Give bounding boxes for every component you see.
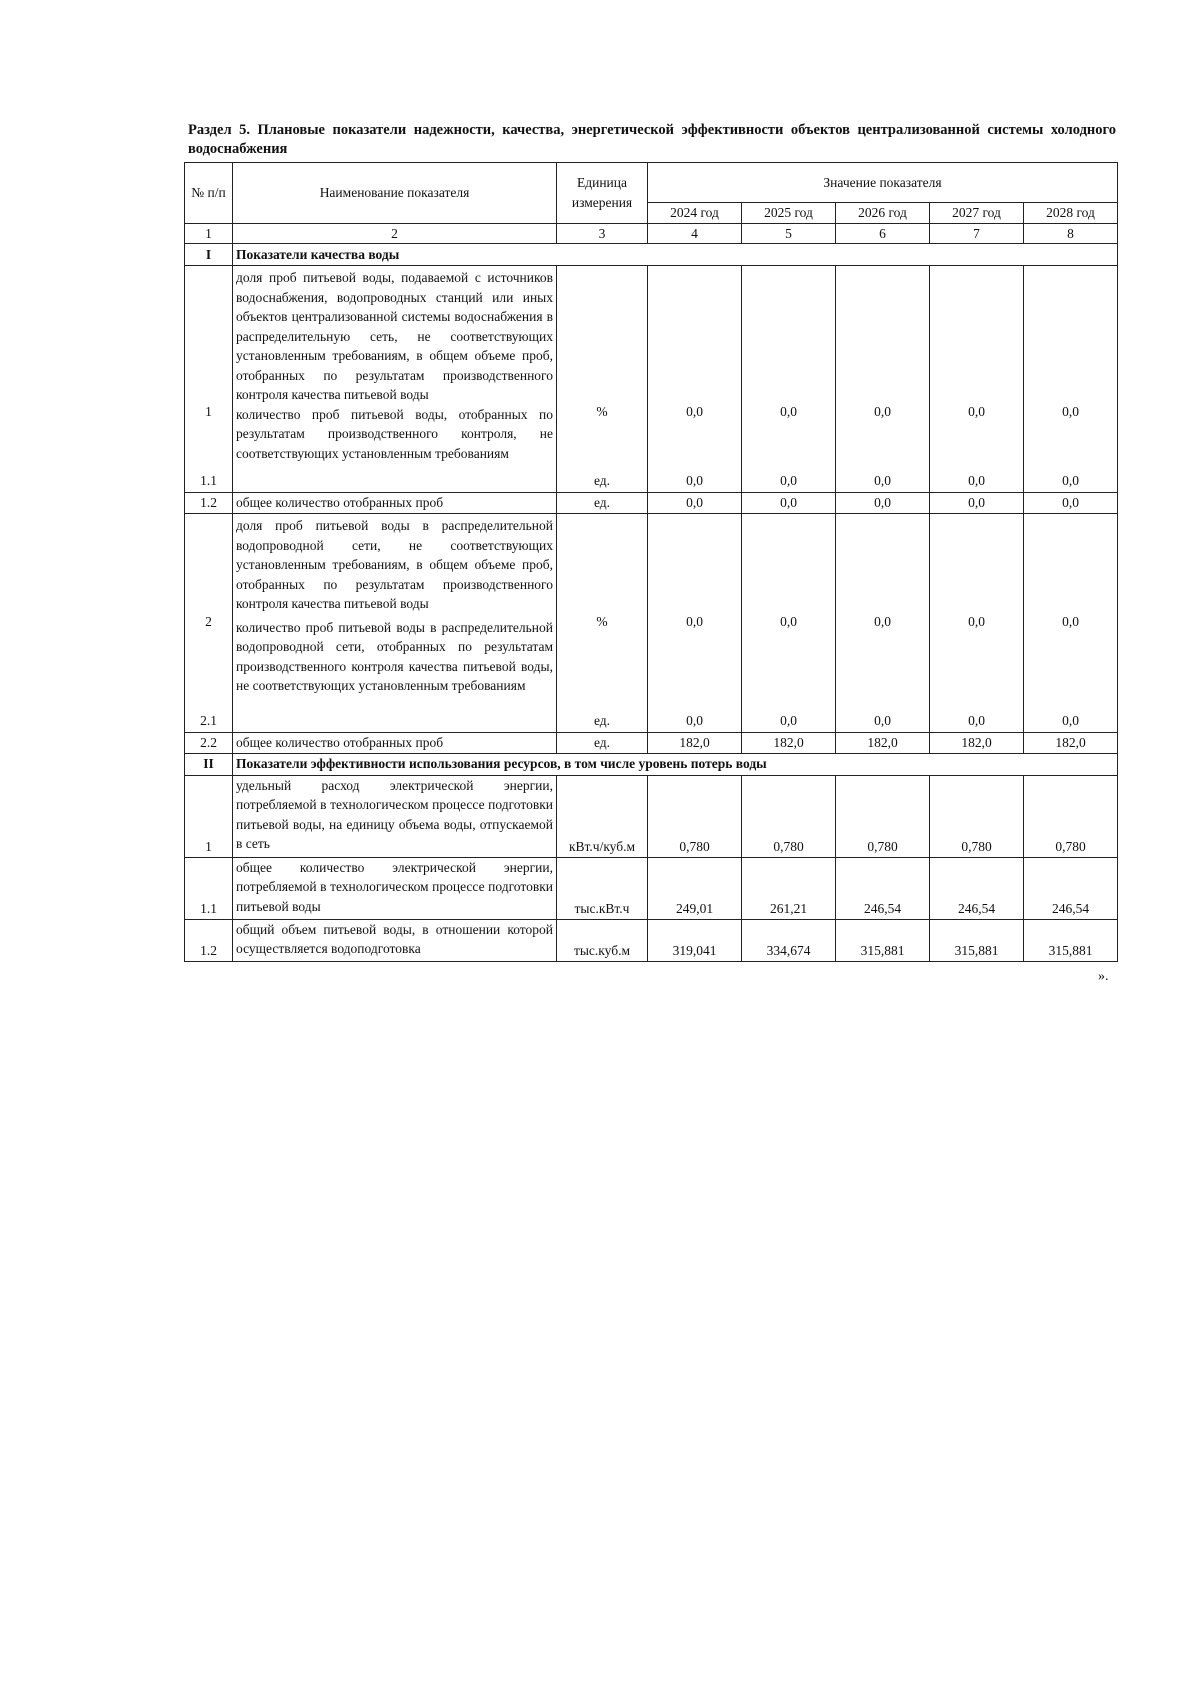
column-number: 2 [233,223,557,244]
table-row [185,493,1118,514]
table-row [185,775,1118,857]
section-row [185,244,1118,266]
row-num: 1 [205,404,212,419]
header-year: 2024 год [648,203,742,224]
row-name: количество проб питьевой воды в распределительной водопроводной сети, отобранных по результатам производственного контроля качества питьевой воды, не соответствующих установленным требованиям [236,619,553,693]
row-name: общий объем питьевой воды, в отношении которой осуществляется водоподготовка [233,919,557,961]
value: 0,0 [1062,614,1079,629]
row-name: удельный расход электрической энергии, потребляемой в технологическом процессе подготовки питьевой воды, на единицу объема воды, отпускаемой в сеть [233,775,557,857]
indicators-table [184,162,1118,962]
section-title: Раздел 5. Плановые показатели надежности, качества, энергетической эффективности объектов централизованной системы холодного водоснабжения [188,122,1116,157]
value: 0,780 [742,775,836,857]
column-number: 7 [930,223,1024,244]
row-name-cell [233,514,557,733]
value: 0,0 [1062,472,1079,488]
row-unit-cell [557,514,648,733]
value: 246,54 [1024,857,1118,919]
row-name: общее количество отобранных проб [233,493,557,514]
value: 0,0 [874,404,891,419]
header-unit: Единица измерения [557,163,648,224]
table-row [185,514,1118,733]
value: 0,0 [686,472,703,488]
value: 249,01 [648,857,742,919]
row-unit: тыс.кВт.ч [557,857,648,919]
value: 0,0 [686,404,703,419]
column-number: 1 [185,223,233,244]
value: 0,780 [930,775,1024,857]
header-year: 2028 год [1024,203,1118,224]
header-year: 2027 год [930,203,1024,224]
value: 0,0 [686,614,703,629]
table-row [185,919,1118,961]
header-value: Значение показателя [648,163,1118,203]
row-num-cell [185,514,233,733]
column-number: 4 [648,223,742,244]
value: 0,780 [1024,775,1118,857]
row-num: 1.2 [185,919,233,961]
value: 0,0 [780,404,797,419]
value: 182,0 [648,733,742,754]
row-num: 1 [185,775,233,857]
value: 0,0 [780,614,797,629]
section-row [185,753,1118,775]
value: 0,0 [780,472,797,488]
value-cell [930,514,1024,733]
value: 0,0 [1062,404,1079,419]
value-cell [648,514,742,733]
row-name: количество проб питьевой воды, отобранных по результатам производственного контроля, не соответствующих установленным требованиям [236,406,553,461]
row-unit: кВт.ч/куб.м [557,775,648,857]
value: 0,780 [648,775,742,857]
value: 315,881 [836,919,930,961]
row-name: общее количество отобранных проб [233,733,557,754]
column-number: 8 [1024,223,1118,244]
column-number: 3 [557,223,648,244]
value-cell [836,514,930,733]
row-unit: ед. [593,712,611,728]
value: 0,0 [686,712,703,728]
row-unit: ед. [593,472,611,488]
value: 0,0 [1062,712,1079,728]
value-cell [1024,514,1118,733]
value: 0,0 [968,614,985,629]
row-unit-cell [557,266,648,493]
value: 319,041 [648,919,742,961]
row-num: 2 [205,614,212,629]
value: 0,0 [836,493,930,514]
row-name: общее количество электрической энергии, потребляемой в технологическом процессе подготовки питьевой воды [233,857,557,919]
value: 0,0 [968,404,985,419]
value-cell [930,266,1024,493]
row-num-cell [185,266,233,493]
section-heading: Показатели качества воды [233,244,1118,266]
row-unit: тыс.куб.м [557,919,648,961]
header-name: Наименование показателя [233,163,557,224]
value: 0,0 [874,472,891,488]
row-unit: % [596,404,608,419]
value: 246,54 [930,857,1024,919]
value-cell [648,266,742,493]
value: 0,0 [742,493,836,514]
value: 0,0 [780,712,797,728]
row-num: 1.1 [200,472,217,488]
row-name: доля проб питьевой воды, подаваемой с источников водоснабжения, водопроводных станций или иных объектов централизованной системы водоснабжения в распределительную сеть, не соответствующих установленным требованиям, в общем объеме проб, отобранных по результатам производственного контроля качества питьевой воды [236,270,553,402]
value: 315,881 [1024,919,1118,961]
value: 246,54 [836,857,930,919]
column-number: 6 [836,223,930,244]
value-cell [742,266,836,493]
value: 182,0 [1024,733,1118,754]
section-num: II [185,753,233,775]
row-unit: % [596,614,608,629]
value: 334,674 [742,919,836,961]
header-year: 2026 год [836,203,930,224]
header-year: 2025 год [742,203,836,224]
column-number: 5 [742,223,836,244]
value-cell [836,266,930,493]
value: 0,0 [968,472,985,488]
table-row [185,266,1118,493]
row-name-cell [233,266,557,493]
row-num: 2.2 [185,733,233,754]
section-heading: Показатели эффективности использования ресурсов, в том числе уровень потерь воды [233,753,1118,775]
value: 0,0 [1024,493,1118,514]
value-cell [742,514,836,733]
row-num: 1.2 [185,493,233,514]
value: 182,0 [836,733,930,754]
row-num: 2.1 [200,712,217,728]
value: 0,780 [836,775,930,857]
value: 182,0 [930,733,1024,754]
header-num: № п/п [185,163,233,224]
value: 0,0 [930,493,1024,514]
value: 261,21 [742,857,836,919]
row-num: 1.1 [185,857,233,919]
row-unit: ед. [557,733,648,754]
value: 0,0 [648,493,742,514]
row-name: доля проб питьевой воды в распределительной водопроводной сети, не соответствующих установленным требованиям, в общем объеме проб, отобранных по результатам производственного контроля качества питьевой воды [236,518,553,611]
value: 0,0 [968,712,985,728]
value: 182,0 [742,733,836,754]
section-num: I [185,244,233,266]
closing-quote: ». [1098,969,1109,984]
value: 0,0 [874,712,891,728]
row-unit: ед. [557,493,648,514]
table-row [185,733,1118,754]
value: 315,881 [930,919,1024,961]
value: 0,0 [874,614,891,629]
table-row [185,857,1118,919]
value-cell [1024,266,1118,493]
